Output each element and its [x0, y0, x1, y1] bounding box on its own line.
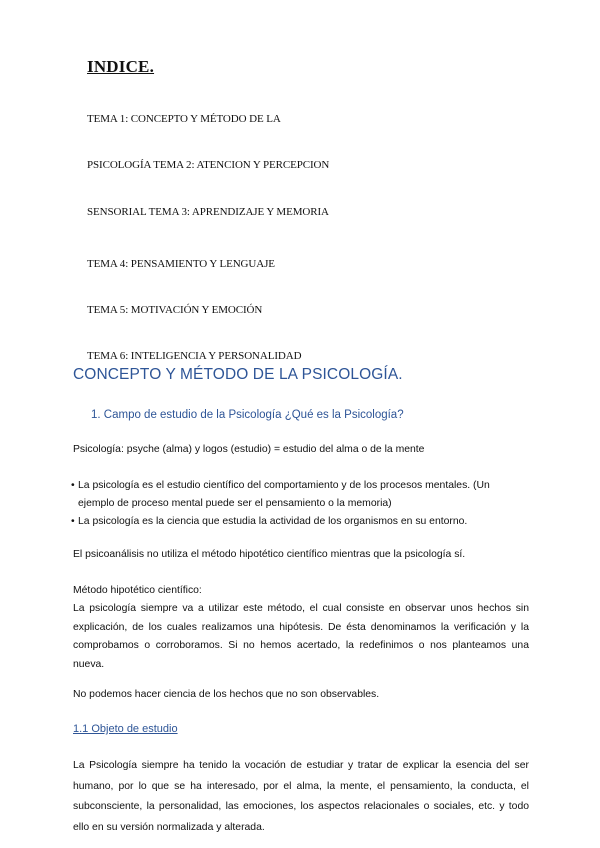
toc-line-5: TEMA 5: MOTIVACIÓN Y EMOCIÓN	[87, 304, 263, 316]
toc-line-3: SENSORIAL TEMA 3: APRENDIZAJE Y MEMORIA	[87, 206, 329, 218]
objeto-body: La Psicología siempre ha tenido la vocación de estudiar y tratar de explicar la esencia del ser humano, por lo que se ha interesado, por el alma, la mente, el pensamiento, la conducta, el subconsciente, la personalidad, las emociones, los aspectos relacionales o sociales, etc. y todo ello en su versión normalizada y alterada.	[73, 760, 529, 833]
toc-line-6: TEMA 6: INTELIGENCIA Y PERSONALIDAD	[87, 350, 302, 362]
subsection-heading: 1. Campo de estudio de la Psicología ¿Qué es la Psicología?	[91, 409, 404, 421]
objeto-heading: 1.1 Objeto de estudio	[73, 723, 178, 735]
toc-line-1: TEMA 1: CONCEPTO Y MÉTODO DE LA	[87, 113, 281, 125]
definition-line: Psicología: psyche (alma) y logos (estudio) = estudio del alma o de la mente	[73, 444, 425, 455]
bullet-text-2: La psicología es la ciencia que estudia la actividad de los organismos en su entorno.	[78, 516, 468, 527]
bullet-item-2	[71, 513, 531, 531]
bullet-glyph: •	[71, 516, 75, 527]
observable-note: No podemos hacer ciencia de los hechos que no son observables.	[73, 689, 380, 700]
toc-line-2: PSICOLOGÍA TEMA 2: ATENCION Y PERCEPCION	[87, 159, 330, 171]
bullet-text-1: La psicología es el estudio científico del comportamiento y de los procesos mentales. (Un ejemplo de proceso mental puede ser el pensamiento o la memoria)	[78, 480, 490, 509]
bullet-glyph: •	[71, 480, 75, 491]
bullet-item-1	[71, 477, 531, 513]
section-heading: CONCEPTO Y MÉTODO DE LA PSICOLOGÍA.	[73, 366, 403, 383]
psychoanalysis-line: El psicoanálisis no utiliza el método hipotético científico mientras que la psicología sí.	[73, 549, 466, 560]
method-title: Método hipotético científico:	[73, 585, 202, 596]
index-title: INDICE.	[87, 57, 155, 76]
method-body: La psicología siempre va a utilizar este método, el cual consiste en observar unos hechos sin explicación, de los cuales realizamos una hipótesis. De ésta denominamos la verificación y la comprobamos o corroboramos. Si no hemos acertado, la redefinimos o nos planteamos una nueva.	[73, 603, 529, 670]
toc-line-4: TEMA 4: PENSAMIENTO Y LENGUAJE	[87, 258, 275, 270]
